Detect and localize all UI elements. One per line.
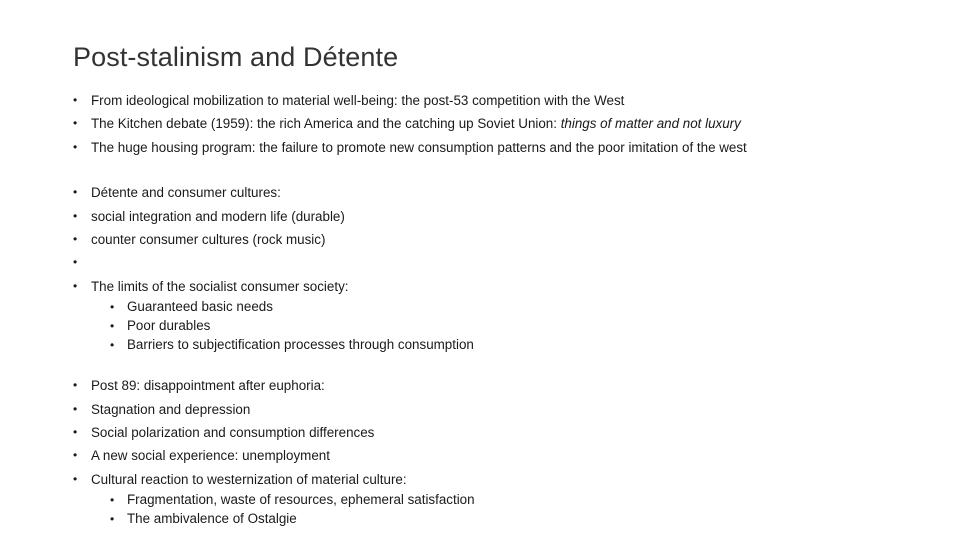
sub-bullet-item	[73, 336, 933, 355]
bullet-icon: •	[73, 278, 78, 293]
bullet-item	[73, 275, 933, 298]
bullet-icon: •	[110, 318, 115, 333]
sub-bullet-text: The ambivalence of Ostalgie	[127, 510, 297, 526]
bullet-item	[73, 398, 933, 421]
bullet-text: Stagnation and depression	[91, 401, 251, 417]
bullet-icon: •	[73, 448, 78, 463]
bullet-text: Post 89: disappointment after euphoria:	[91, 378, 325, 394]
bullet-icon: •	[73, 93, 78, 107]
sub-bullet-text: Guaranteed basic needs	[127, 299, 273, 315]
bullet-text: A new social experience: unemployment	[91, 448, 330, 464]
bullet-item	[73, 228, 933, 251]
sub-bullet-item	[73, 491, 933, 510]
bullet-item	[73, 421, 933, 444]
bullet-text: The Kitchen debate (1959): the rich America and the catching up Soviet Union:	[91, 116, 561, 132]
bullet-text: Social polarization and consumption differences	[91, 424, 375, 440]
bullet-text-italic: things of matter and not luxury	[560, 116, 741, 132]
slide-title: Post-stalinism and Détente	[73, 42, 399, 72]
bullet-icon: •	[73, 255, 78, 270]
bullet-group-post-89	[73, 374, 933, 528]
bullet-item	[73, 444, 933, 467]
bullet-item	[73, 136, 933, 159]
bullet-group-soviet-consumption	[73, 89, 933, 159]
bullet-icon: •	[73, 139, 78, 154]
sub-bullet-text: Poor durables	[127, 317, 211, 333]
bullet-icon: •	[110, 511, 115, 526]
bullet-item	[73, 468, 933, 491]
bullet-text: The huge housing program: the failure to promote new consumption patterns and the poor imitation of the west	[91, 139, 747, 155]
bullet-text: Cultural reaction to westernization of material culture:	[91, 471, 407, 487]
bullet-icon: •	[73, 378, 78, 393]
sub-bullet-item	[73, 317, 933, 336]
bullet-item	[73, 89, 933, 112]
bullet-text: The limits of the socialist consumer society:	[91, 278, 349, 294]
bullet-icon: •	[73, 231, 78, 246]
bullet-text: Détente and consumer cultures:	[91, 185, 281, 201]
bullet-icon: •	[73, 116, 78, 131]
bullet-icon: •	[73, 208, 78, 223]
bullet-icon: •	[73, 401, 78, 416]
bullet-icon: •	[73, 471, 78, 486]
sub-bullet-item	[73, 298, 933, 317]
slide-content	[73, 89, 933, 551]
bullet-group-detente	[73, 181, 933, 354]
sub-bullet-text: Barriers to subjectification processes through consumption	[127, 336, 474, 352]
bullet-item-empty	[73, 251, 933, 274]
bullet-item	[73, 181, 933, 204]
sub-bullet-text: Fragmentation, waste of resources, ephemeral satisfaction	[127, 492, 475, 508]
bullet-item	[73, 374, 933, 397]
bullet-icon: •	[73, 424, 78, 439]
bullet-item	[73, 205, 933, 228]
bullet-item	[73, 112, 933, 135]
bullet-icon: •	[110, 300, 115, 315]
bullet-text: counter consumer cultures (rock music)	[91, 231, 326, 247]
bullet-text: From ideological mobilization to material well-being: the post-53 competition with the West	[91, 93, 625, 108]
bullet-icon: •	[110, 337, 115, 352]
bullet-icon: •	[73, 185, 78, 200]
bullet-icon: •	[110, 493, 115, 508]
sub-bullet-item	[73, 510, 933, 529]
bullet-text: social integration and modern life (durable)	[91, 208, 345, 224]
